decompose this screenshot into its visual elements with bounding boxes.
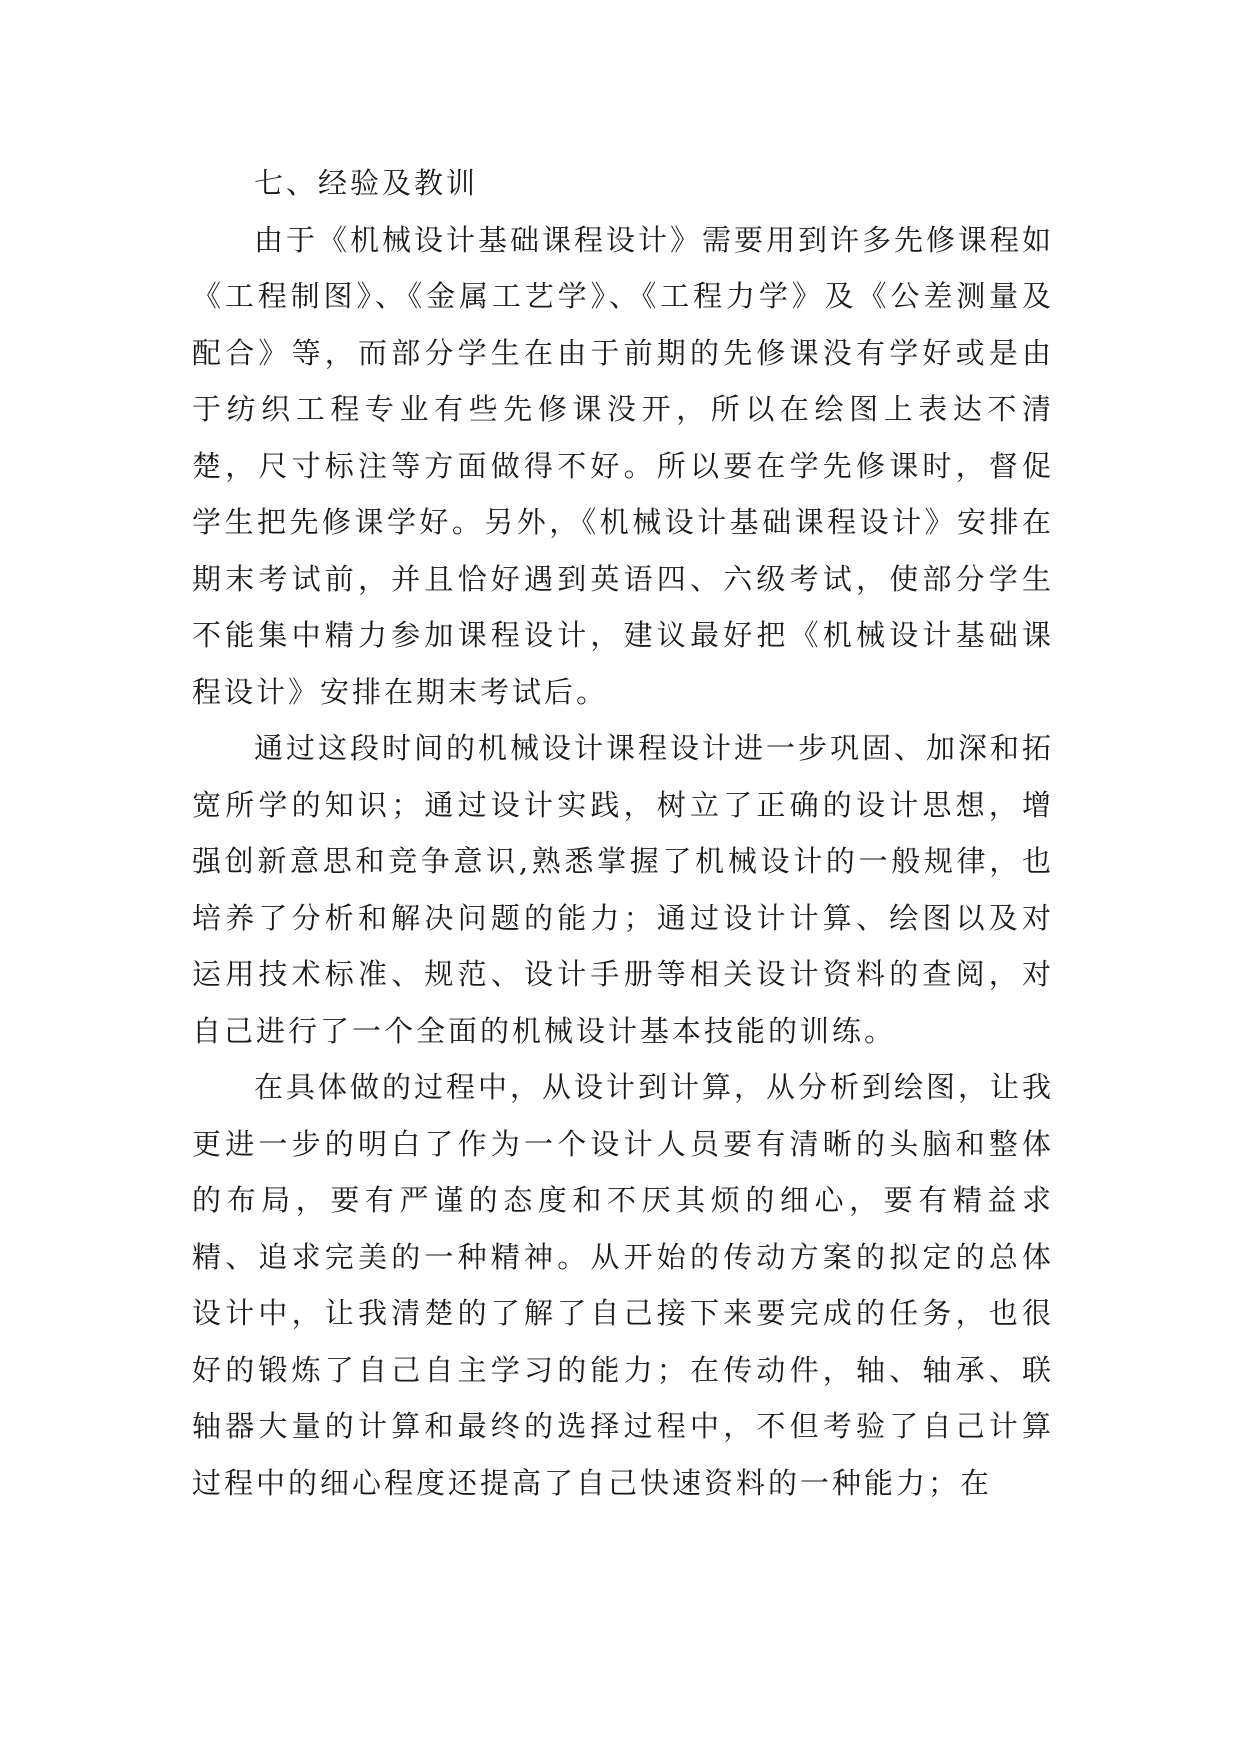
section-heading: 七、经验及教训 <box>254 166 479 200</box>
paragraph-gains: 通过这段时间的机械设计课程设计进一步巩固、加深和拓宽所学的知识；通过设计实践，树立了正确的设计思想，增强创新意思和竞争意识,熟悉掌握了机械设计的一般规律，也培养了分析和解决问题的能力；通过设计计算、绘图以及对运用技术标准、规范、设计手册等相关设计资料的查阅，对自己进行了一个全面的机械设计基本技能的训练。 <box>192 731 1055 1048</box>
paragraph-process: 在具体做的过程中，从设计到计算，从分析到绘图，让我更进一步的明白了作为一个设计人员要有清晰的头脑和整体的布局，要有严谨的态度和不厌其烦的细心，要有精益求精、追求完美的一种精神。从开始的传动方案的拟定的总体设计中，让我清楚的了解了自己接下来要完成的任务，也很好的锻炼了自己自主学习的能力；在传动件，轴、轴承、联轴器大量的计算和最终的选择过程中，不但考验了自己计算过程中的细心程度还提高了自己快速资料的一种能力；在 <box>192 1070 1055 1500</box>
paragraph-lessons: 由于《机械设计基础课程设计》需要用到许多先修课程如《工程制图》、《金属工艺学》、《工程力学》及《公差测量及配合》等，而部分学生在由于前期的先修课没有学好或是由于纺织工程专业有些先修课没开，所以在绘图上表达不清楚，尺寸标注等方面做得不好。所以要在学先修课时，督促学生把先修课学好。另外，《机械设计基础课程设计》安排在期末考试前，并且恰好遇到英语四、六级考试，使部分学生不能集中精力参加课程设计，建议最好把《机械设计基础课程设计》安排在期末考试后。 <box>192 222 1055 709</box>
document-body <box>192 155 1054 1511</box>
